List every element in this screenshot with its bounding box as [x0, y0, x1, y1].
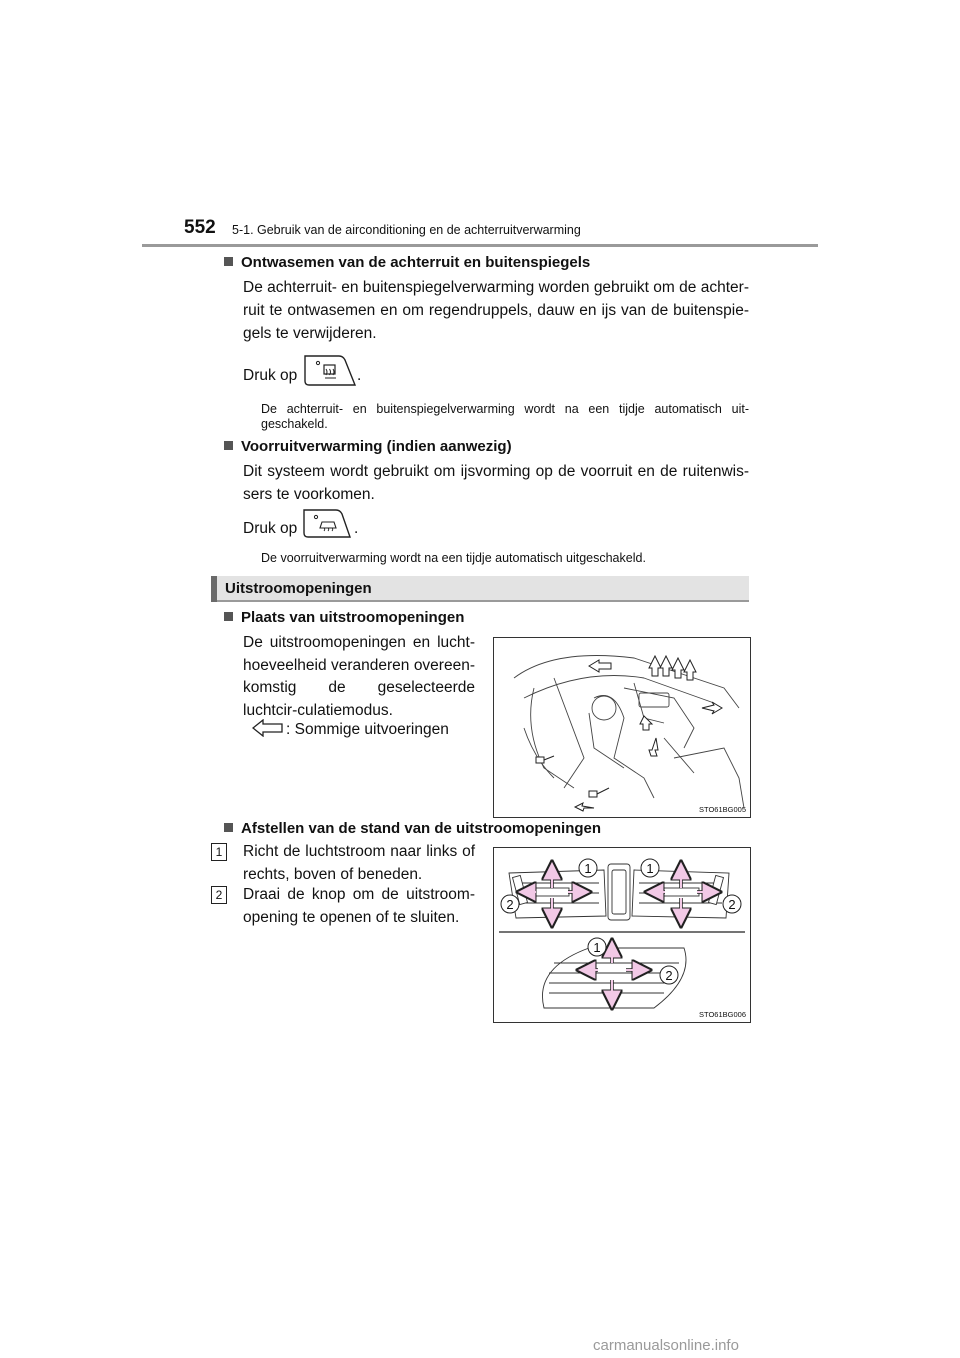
section-title-bar [211, 576, 749, 602]
figure-code: STO61BG005 [699, 805, 746, 814]
step-number-2: 2 [211, 886, 227, 904]
press-instruction-1: Druk op [243, 367, 298, 384]
callout-2-lower: 2 [665, 968, 673, 983]
page-number: 552 [184, 217, 216, 238]
heading-rear-defogger: Ontwasemen van de achterruit en buitenspiegels [224, 254, 590, 271]
vent-adjust-illustration [494, 848, 750, 1022]
note-windshield-heater: De voorruitverwarming wordt na een tijdje automatisch uitgeschakeld. [261, 551, 646, 565]
step-text-1: Richt de luchtstroom naar links of rechts, boven of beneden. [243, 843, 475, 883]
paragraph-vent-locations: De uitstroomopeningen en lucht-hoeveelheid veranderen overeen-komstig de geselecteerde luchtcir-culatiemodus. [243, 634, 475, 719]
heading-vent-locations: Plaats van uitstroomopeningen [224, 609, 464, 626]
figure-adjust-vents [493, 847, 751, 1023]
optional-vent-arrow-icon [252, 719, 284, 737]
bullet-square-icon [224, 441, 233, 450]
header-divider [142, 244, 818, 247]
callout-2-upper-right: 2 [728, 897, 736, 912]
legend-some-models: : Sommige uitvoeringen [286, 721, 449, 738]
rear-defogger-button-icon [303, 353, 357, 389]
step-text-2: Draai de knop om de uitstroom-opening te openen of te sluiten. [243, 886, 475, 926]
heading-windshield-heater: Voorruitverwarming (indien aanwezig) [224, 438, 512, 455]
paragraph-windshield-heater: Dit systeem wordt gebruikt om ijsvorming op de voorruit en de ruitenwis-sers te voorkomen. [243, 463, 749, 503]
watermark: carmanualsonline.info [593, 1337, 739, 1354]
section-title: 5-1. Gebruik van de airconditioning en de achterruitverwarming [232, 223, 581, 237]
press-instruction-2-end: . [354, 520, 359, 537]
bullet-square-icon [224, 612, 233, 621]
bullet-square-icon [224, 257, 233, 266]
heading-adjust-vents: Afstellen van de stand van de uitstroomopeningen [224, 820, 601, 837]
paragraph-rear-defogger: De achterruit- en buitenspiegelverwarming worden gebruikt om de achter-ruit te ontwasemen en om regendruppels, dauw en ijs van de buitenspie-gels te verwijderen. [243, 279, 749, 342]
callout-1-upper-left: 1 [584, 861, 592, 876]
cabin-illustration [494, 638, 750, 817]
callout-1-lower: 1 [593, 940, 601, 955]
press-instruction-2: Druk op [243, 520, 298, 537]
title-bar-accent [211, 576, 217, 602]
callout-1-upper-right: 1 [646, 861, 654, 876]
title-bar-label: Uitstroomopeningen [225, 580, 372, 597]
press-instruction-1-end: . [357, 367, 362, 384]
windshield-heater-button-icon [302, 507, 352, 541]
figure-code: STO61BG006 [699, 1010, 746, 1019]
note-rear-defogger: De achterruit- en buitenspiegelverwarming wordt na een tijdje automatisch uit-geschakeld. [261, 402, 749, 431]
figure-vent-locations [493, 637, 751, 818]
step-number-1: 1 [211, 843, 227, 861]
bullet-square-icon [224, 823, 233, 832]
callout-2-upper-left: 2 [506, 897, 514, 912]
